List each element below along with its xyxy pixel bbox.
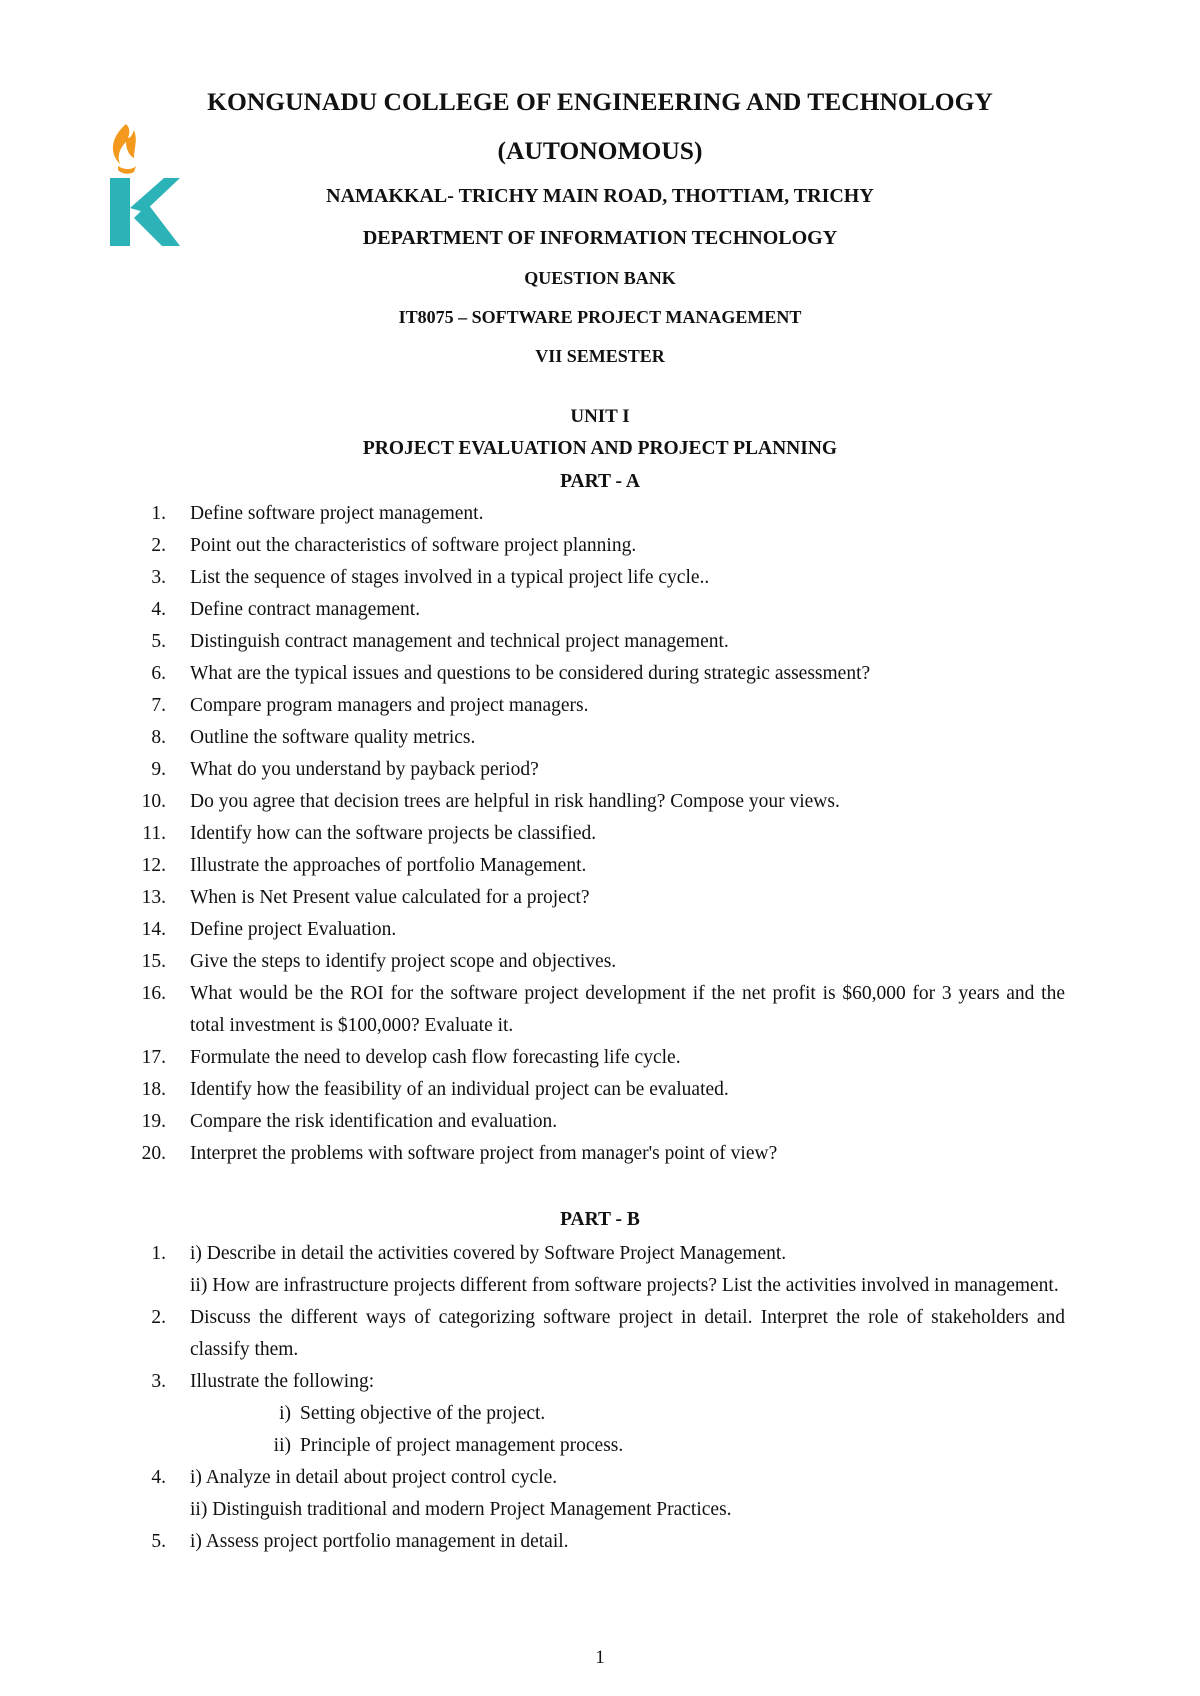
- question-number: 5.: [151, 631, 166, 652]
- department-name: DEPARTMENT OF INFORMATION TECHNOLOGY: [362, 227, 838, 249]
- sub-question: ii) Distinguish traditional and modern Project Management Practices.: [190, 1499, 732, 1520]
- question-number: 3.: [151, 1371, 166, 1392]
- question-number: 2.: [151, 535, 166, 556]
- question-text: [190, 1462, 1065, 1526]
- question-text: Define project Evaluation.: [190, 919, 397, 940]
- question-number: 15.: [141, 951, 166, 972]
- question-number: 3.: [151, 567, 166, 588]
- question-text: Discuss the different ways of categorizing software project in detail. Interpret the role of stakeholders and classify them.: [190, 1307, 1065, 1360]
- question-number: 14.: [141, 919, 166, 940]
- question-text: Point out the characteristics of software project planning.: [190, 535, 637, 556]
- flame-base-icon: [118, 166, 136, 174]
- question-number: 8.: [151, 727, 166, 748]
- sub-item: [190, 1398, 1065, 1430]
- question-number: 1.: [151, 503, 166, 524]
- part-a-question: [0, 530, 1200, 562]
- question-text: Identify how the feasibility of an individual project can be evaluated.: [190, 1079, 729, 1100]
- part-b-question: [0, 1462, 1200, 1526]
- part-a-question: [0, 818, 1200, 850]
- unit-label: UNIT I: [570, 406, 630, 427]
- sub-item-text: Principle of project management process.: [300, 1435, 624, 1456]
- part-a-question: [0, 786, 1200, 818]
- sub-question: Illustrate the following:: [190, 1371, 375, 1392]
- part-a-question: [0, 850, 1200, 882]
- part-b-question: [0, 1238, 1200, 1302]
- question-text: Distinguish contract management and technical project management.: [190, 631, 729, 652]
- question-number: 20.: [141, 1143, 166, 1164]
- part-a-question: [0, 882, 1200, 914]
- part-a-question: [0, 914, 1200, 946]
- question-text: Formulate the need to develop cash flow forecasting life cycle.: [190, 1047, 681, 1068]
- sub-question: i) Assess project portfolio management in detail.: [190, 1531, 569, 1552]
- college-address: NAMAKKAL- TRICHY MAIN ROAD, THOTTIAM, TRICHY: [326, 185, 874, 207]
- question-text: What would be the ROI for the software project development if the net profit is $60,000 for 3 years and the total investment is $100,000? Evaluate it.: [190, 983, 1065, 1036]
- sub-question: ii) How are infrastructure projects different from software projects? List the activities involved in management.: [190, 1275, 1059, 1296]
- part-a-question: [0, 1074, 1200, 1106]
- question-text: Outline the software quality metrics.: [190, 727, 476, 748]
- question-text: Illustrate the approaches of portfolio Management.: [190, 855, 587, 876]
- question-text: Define software project management.: [190, 503, 484, 524]
- question-number: 4.: [151, 1467, 166, 1488]
- question-number: 5.: [151, 1531, 166, 1552]
- semester-label: VII SEMESTER: [535, 346, 665, 366]
- question-text: Do you agree that decision trees are helpful in risk handling? Compose your views.: [190, 791, 840, 812]
- question-text: When is Net Present value calculated for a project?: [190, 887, 590, 908]
- part-b-question-list: [0, 1238, 1200, 1558]
- question-number: 10.: [141, 791, 166, 812]
- question-text: [190, 1238, 1065, 1302]
- question-number: 6.: [151, 663, 166, 684]
- question-number: 11.: [142, 823, 166, 844]
- part-a-question: [0, 626, 1200, 658]
- part-a-question: [0, 658, 1200, 690]
- college-name: KONGUNADU COLLEGE OF ENGINEERING AND TECHNOLOGY: [207, 87, 993, 116]
- part-a-question: [0, 1106, 1200, 1138]
- question-number: 19.: [141, 1111, 166, 1132]
- document-type: QUESTION BANK: [524, 268, 676, 288]
- question-text: What do you understand by payback period?: [190, 759, 539, 780]
- part-b-question: [0, 1366, 1200, 1462]
- question-number: 4.: [151, 599, 166, 620]
- part-b-question: [0, 1302, 1200, 1366]
- part-a-question: [0, 722, 1200, 754]
- question-text: Compare the risk identification and evaluation.: [190, 1111, 558, 1132]
- question-number: 18.: [141, 1079, 166, 1100]
- part-a-question: [0, 498, 1200, 530]
- question-text: Define contract management.: [190, 599, 421, 620]
- autonomous-label: (AUTONOMOUS): [497, 136, 703, 165]
- question-text: [190, 1526, 1065, 1558]
- question-text: What are the typical issues and questions to be considered during strategic assessment?: [190, 663, 871, 684]
- part-b-heading: PART - B: [560, 1209, 640, 1230]
- part-a-question-list: [0, 498, 1200, 1170]
- sub-item-number: i): [279, 1403, 291, 1424]
- part-a-question: [0, 562, 1200, 594]
- question-text: List the sequence of stages involved in a typical project life cycle..: [190, 567, 710, 588]
- question-number: 16.: [141, 983, 166, 1004]
- sub-item-number: ii): [273, 1435, 291, 1456]
- sub-item: [190, 1430, 1065, 1462]
- question-text: Compare program managers and project managers.: [190, 695, 589, 716]
- part-a-question: [0, 946, 1200, 978]
- question-number: 1.: [151, 1243, 166, 1264]
- sub-question: i) Analyze in detail about project control cycle.: [190, 1467, 558, 1488]
- question-text: Interpret the problems with software project from manager's point of view?: [190, 1143, 778, 1164]
- part-a-question: [0, 1138, 1200, 1170]
- question-number: 9.: [151, 759, 166, 780]
- sub-item-text: Setting objective of the project.: [300, 1403, 546, 1424]
- question-number: 2.: [151, 1307, 166, 1328]
- page-number: 1: [595, 1647, 605, 1668]
- question-text: [190, 1366, 1065, 1462]
- question-number: 17.: [141, 1047, 166, 1068]
- part-a-question: [0, 754, 1200, 786]
- unit-title: PROJECT EVALUATION AND PROJECT PLANNING: [362, 438, 838, 459]
- question-number: 7.: [151, 695, 166, 716]
- part-a-heading: PART - A: [560, 471, 640, 492]
- course-title: IT8075 – SOFTWARE PROJECT MANAGEMENT: [398, 307, 802, 327]
- question-number: 12.: [141, 855, 166, 876]
- question-number: 13.: [141, 887, 166, 908]
- part-a-question: [0, 978, 1200, 1042]
- part-a-question: [0, 690, 1200, 722]
- sub-question: i) Describe in detail the activities covered by Software Project Management.: [190, 1243, 787, 1264]
- part-a-question: [0, 594, 1200, 626]
- question-text: Give the steps to identify project scope and objectives.: [190, 951, 617, 972]
- part-b-question: [0, 1526, 1200, 1558]
- question-text: Identify how can the software projects be classified.: [190, 823, 597, 844]
- part-a-question: [0, 1042, 1200, 1074]
